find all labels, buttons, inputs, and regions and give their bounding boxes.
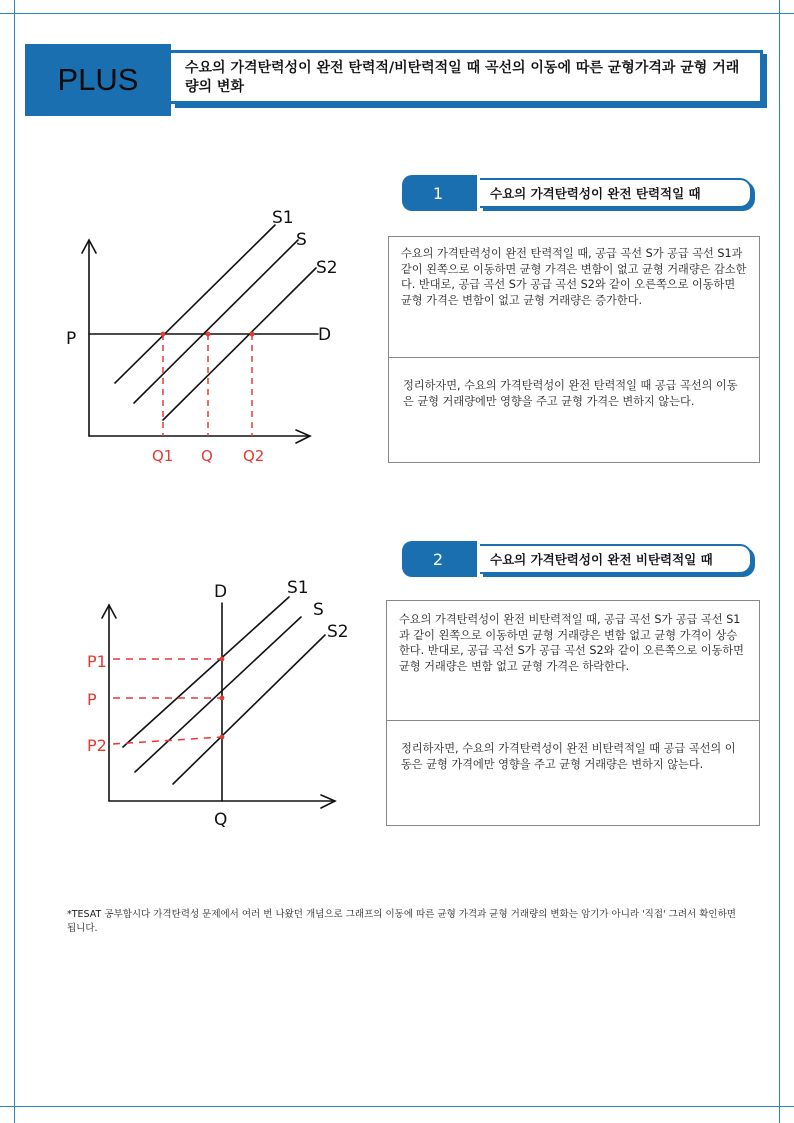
- footnote: *TESAT 공부합시다 가격탄력성 문제에서 여러 번 나왔던 개념으로 그래프의 이동에 따른 균형 가격과 균형 거래량의 변화는 암기가 아니라 '직접' 그려서 확인하면 됩니다.: [67, 909, 736, 934]
- label-d: D: [214, 582, 228, 602]
- label-s: S: [313, 600, 324, 620]
- supply-curve-s1: [123, 597, 289, 747]
- section-1-graph: [60, 205, 360, 465]
- section-2-body: 수요의 가격탄력성이 완전 비탄력적일 때, 공급 곡선 S가 공급 곡선 S1과 같이 왼쪽으로 이동하면 균형 거래량은 변함 없고 균형 가격이 상승한다. 반대로, 공급 곡선 S가 공급 곡선 S2와 같이 오른쪽으로 이동하면 균형 거래량은 변함 없고 균형 가격은 하락한다.: [399, 613, 744, 673]
- frame-bottom-line: [0, 1106, 794, 1107]
- header-title-box: [171, 50, 763, 104]
- section-1-divider: [389, 357, 759, 358]
- equilibrium-point-s: [206, 332, 211, 337]
- equilibrium-point-s2: [220, 735, 225, 740]
- label-s2: S2: [316, 258, 338, 278]
- frame-left-line: [14, 0, 15, 1123]
- supply-curve-s2: [163, 268, 316, 420]
- label-q: Q: [214, 810, 228, 830]
- label-p2: P2: [87, 736, 107, 755]
- section-1-body: 수요의 가격탄력성이 완전 탄력적일 때, 공급 곡선 S가 공급 곡선 S1과 같이 왼쪽으로 이동하면 균형 가격은 변함이 없고 균형 거래량은 감소한다. 반대로, 공급 곡선 S가 공급 곡선 S2와 같이 오른쪽으로 이동하면 균형 가격은 변함이 없고 균형 거래량은 증가한다.: [401, 247, 747, 307]
- section-1-summary: 정리하자면, 수요의 가격탄력성이 완전 탄력적일 때 공급 곡선의 이동은 균형 거래량에만 영향을 주고 균형 가격은 변하지 않는다.: [403, 379, 738, 408]
- equilibrium-point-s2: [250, 332, 255, 337]
- label-p: P: [66, 329, 77, 349]
- label-p1: P1: [87, 652, 107, 671]
- label-s: S: [296, 230, 307, 250]
- label-q: Q: [201, 447, 213, 465]
- plus-badge: [25, 44, 171, 116]
- section-2-title-bar: [474, 541, 477, 577]
- section-2-summary: 정리하자면, 수요의 가격탄력성이 완전 비탄력적일 때 공급 곡선의 이동은 균형 가격에만 영향을 주고 균형 거래량은 변하지 않는다.: [401, 742, 736, 771]
- page-title: 수요의 가격탄력성이 완전 탄력적/비탄력적일 때 곡선의 이동에 따른 균형가격과 균형 거래량의 변화: [185, 60, 740, 95]
- equilibrium-point-s1: [220, 657, 225, 662]
- frame-top-line: [0, 13, 794, 14]
- supply-curve-s1: [115, 225, 275, 383]
- label-s1: S1: [272, 208, 294, 228]
- frame-right-line: [779, 0, 780, 1123]
- label-s2: S2: [327, 622, 349, 642]
- section-2-number: [402, 541, 474, 577]
- section-1-title-label: 수요의 가격탄력성이 완전 탄력적일 때: [490, 186, 701, 201]
- label-p: P: [87, 690, 97, 709]
- section-2-graph: [75, 575, 360, 835]
- section-2-text-box: [386, 600, 760, 826]
- equilibrium-point-s1: [161, 332, 166, 337]
- supply-curve-s: [135, 617, 301, 772]
- section-1-number: [402, 175, 474, 211]
- label-d: D: [318, 325, 332, 345]
- section-2-title: [480, 544, 752, 574]
- label-s1: S1: [287, 578, 309, 598]
- section-2-title-label: 수요의 가격탄력성이 완전 비탄력적일 때: [490, 552, 713, 567]
- label-q1: Q1: [152, 447, 174, 465]
- section-1-title: [480, 178, 752, 208]
- section-1-text-box: [388, 236, 760, 463]
- section-1-number-label: 1: [432, 183, 444, 203]
- section-2-divider: [387, 720, 759, 721]
- plus-badge-label: PLUS: [57, 62, 139, 97]
- supply-curve-s: [134, 240, 298, 403]
- section-1-title-bar: [474, 175, 477, 211]
- section-2-number-label: 2: [432, 549, 444, 569]
- equilibrium-point-s: [220, 696, 225, 701]
- label-q2: Q2: [243, 447, 265, 465]
- supply-curve-s2: [173, 635, 325, 784]
